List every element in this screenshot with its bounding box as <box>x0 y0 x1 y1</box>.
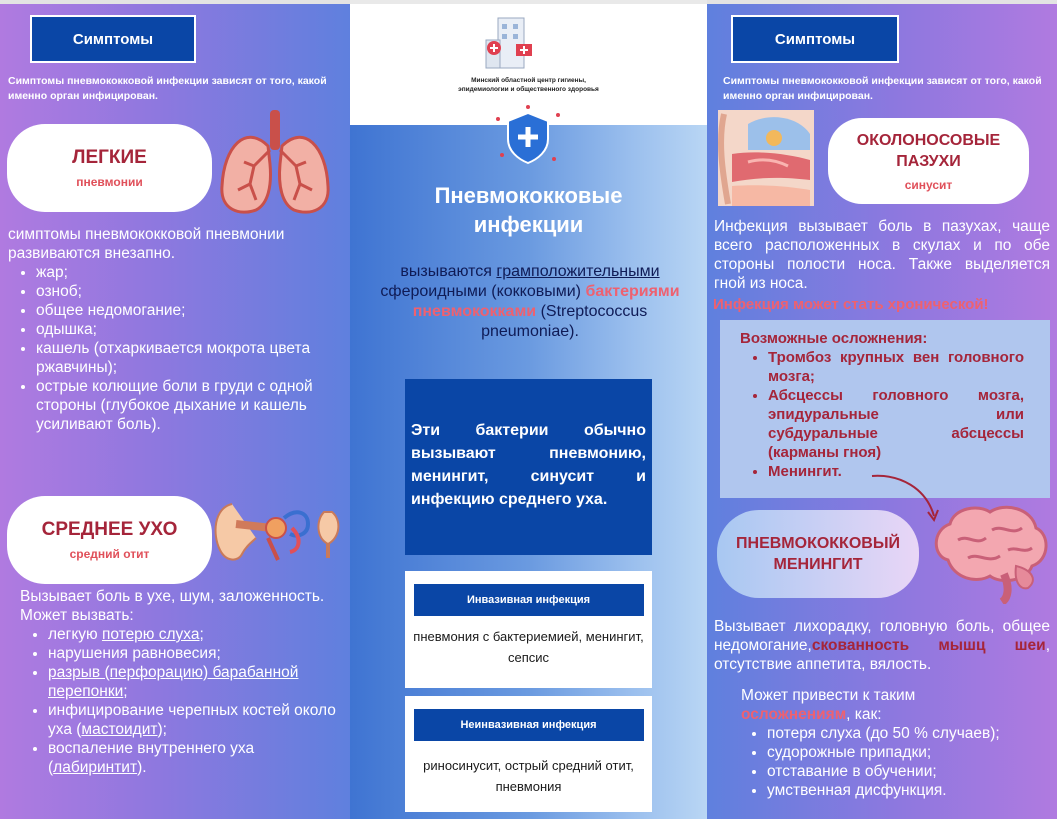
ear-symptom-list <box>48 625 340 777</box>
ear-lead: Вызывает боль в ухе, шум, заложенность. Может вызвать: <box>20 588 325 624</box>
text: (Streptococcus pneumoniae). <box>481 303 648 340</box>
list-item: • озноб; <box>36 282 343 301</box>
meningitis-text <box>714 617 1050 674</box>
list-item <box>48 663 340 701</box>
list-item: • острые колющие боли в груди с одной стороны (глубокое дыхание и кашель усиливают боль). <box>36 377 343 434</box>
lungs-lead: симптомы пневмококковой пневмонии развиваются внезапно. <box>8 226 285 262</box>
list-item: • кашель (отхаркивается мокрота цвета ржавчины); <box>36 339 343 377</box>
text: инфицирование черепных костей около уха ( <box>48 702 336 738</box>
lungs-title: ЛЕГКИЕ <box>72 147 147 168</box>
text-underlined: мастоидит <box>81 721 158 738</box>
noninvasive-card <box>405 696 652 812</box>
description <box>370 262 690 342</box>
meningitis-complication-list <box>767 724 1051 800</box>
lungs-pill <box>7 124 212 212</box>
list-item: • нарушения равновесия; <box>48 644 340 663</box>
text-underlined: грамположительными <box>496 263 660 280</box>
text: ). <box>137 759 147 776</box>
text: ; <box>123 683 128 700</box>
brain-icon <box>928 500 1052 604</box>
text-bold: скованность мышц шеи <box>811 637 1046 654</box>
main-title <box>350 181 707 239</box>
ear-pill <box>7 496 212 584</box>
list-item: • одышка; <box>36 320 343 339</box>
text-underlined: потерю слуха <box>101 626 200 643</box>
text: вызываются <box>400 263 497 280</box>
sinus-text: Инфекция вызывает боль в пазухах, чаще всего расположенных в скулах и по обе стороны полости носа. Также выделяется гной из носа. <box>714 218 1050 292</box>
hospital-building-icon <box>480 14 540 72</box>
meningitis-pill <box>717 510 919 598</box>
meningitis-complications <box>741 686 1051 800</box>
org-line: Минский областной центр гигиены, <box>471 77 586 84</box>
list-item <box>48 701 340 739</box>
list-item: • Менингит. <box>768 462 1024 481</box>
meningitis-lead-2 <box>741 705 1051 724</box>
intro-text: Симптомы пневмококковой инфекции зависят от того, какой именно орган инфицирован. <box>723 75 1042 102</box>
list-item: • общее недомогание; <box>36 301 343 320</box>
invasive-card <box>405 571 652 688</box>
symptoms-button: Симптомы <box>731 15 899 63</box>
center-panel <box>350 0 707 819</box>
meningitis-lead-1: Может привести к таким <box>741 687 916 704</box>
ear-anatomy-icon <box>212 498 350 566</box>
text: Вызывает лихорадку, головную боль, общее недомогание, <box>714 618 1050 654</box>
text-underlined: лабиринтит <box>53 759 138 776</box>
list-item <box>48 625 340 644</box>
list-item: • отставание в обучении; <box>767 762 1051 781</box>
list-item: • потеря слуха (до 50 % случаев); <box>767 724 1051 743</box>
top-strip <box>707 0 1057 4</box>
sinus-title: ОКОЛОНОСОВЫЕ ПАЗУХИ <box>856 132 1001 170</box>
title-line: Пневмококковые <box>434 183 623 208</box>
lungs-subtitle: пневмонии <box>76 175 143 189</box>
complications-header: Возможные осложнения: <box>740 330 928 347</box>
title-line: инфекции <box>473 212 584 237</box>
invasive-header: Инвазивная инфекция <box>414 584 644 616</box>
text-highlight: бактериями пневмококками <box>412 283 680 320</box>
sinus-subtitle: синусит <box>904 178 953 192</box>
shield-cross-icon <box>490 103 566 169</box>
text: ); <box>157 721 167 738</box>
chronic-warning: Инфекция может стать хронической! <box>713 296 989 313</box>
intro-text: Симптомы пневмококковой инфекции зависят от того, какой именно орган инфицирован. <box>8 75 327 102</box>
nasal-sinus-icon <box>718 110 814 206</box>
lungs-icon <box>216 106 334 224</box>
text: легкую <box>48 626 102 643</box>
text: ; <box>199 626 204 643</box>
text-underlined: разрыв (перфорацию) барабанной перепонки <box>48 664 299 700</box>
sinus-pill <box>828 118 1029 204</box>
list-item: • судорожные припадки; <box>767 743 1051 762</box>
lungs-symptom-list <box>36 263 343 434</box>
bacteria-info-box: Эти бактерии обычно вызывают пневмонию, менингит, синусит и инфекцию среднего уха. <box>405 379 652 555</box>
list-item <box>48 739 340 777</box>
list-item: • умственная дисфункция. <box>767 781 1051 800</box>
list-item: • Абсцессы головного мозга, эпидуральные или субдуральные абсцессы (карманы гноя) <box>768 386 1024 462</box>
top-strip <box>0 0 350 4</box>
org-name <box>350 76 707 94</box>
list-item: • жар; <box>36 263 343 282</box>
symptoms-button: Симптомы <box>30 15 196 63</box>
text: , как: <box>846 706 882 723</box>
ear-symptoms <box>20 587 340 777</box>
complications-list <box>768 348 1024 481</box>
list-item: • Тромбоз крупных вен головного мозга; <box>768 348 1024 386</box>
ear-title: СРЕДНЕЕ УХО <box>41 519 178 540</box>
lungs-symptoms <box>8 225 343 434</box>
ear-subtitle: средний отит <box>69 547 150 561</box>
left-panel <box>0 0 350 819</box>
text-highlight: осложнениям <box>741 706 847 723</box>
text: воспаление внутреннего уха ( <box>48 740 255 776</box>
text: , отсутствие аппетита, вялость. <box>714 637 1050 673</box>
meningitis-title: ПНЕВМОКОККОВЫЙ МЕНИНГИТ <box>736 535 900 573</box>
noninvasive-body: риносинусит, острый средний отит, пневмония <box>423 758 634 794</box>
org-line: эпидемиологии и общественного здоровья <box>458 86 599 93</box>
noninvasive-header: Неинвазивная инфекция <box>414 709 644 741</box>
invasive-body: пневмония с бактериемией, менингит, сепсис <box>413 629 644 665</box>
text: сфероидными (кокковыми) <box>380 283 586 300</box>
